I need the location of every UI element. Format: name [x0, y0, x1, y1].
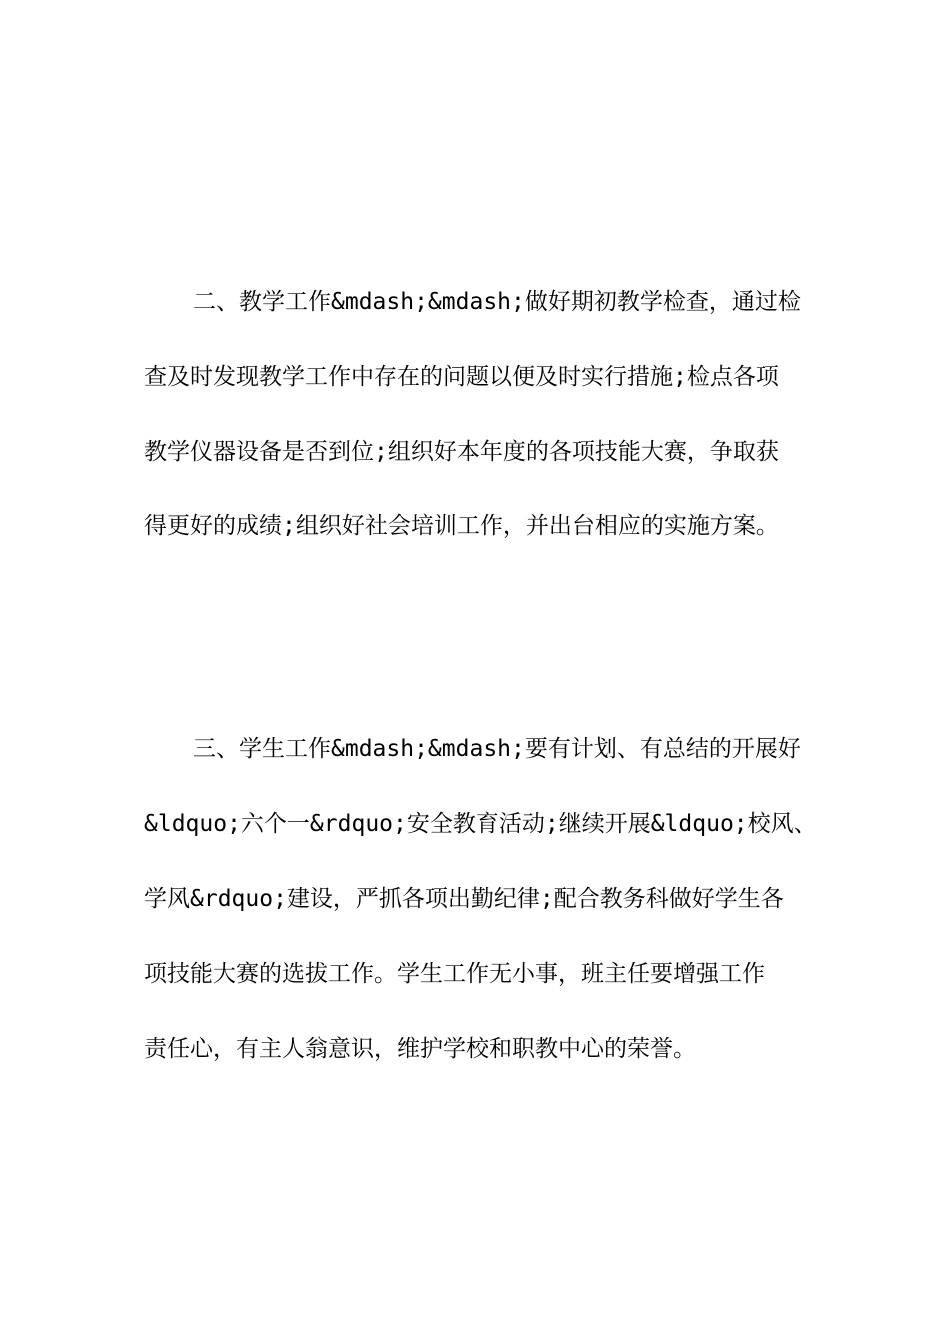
paragraph-line: 得更好的成绩;组织好社会培训工作，并出台相应的实施方案。: [144, 513, 779, 539]
paragraph-line: 学风&rdquo;建设，严抓各项出勤纪律;配合教务科做好学生各: [144, 886, 784, 912]
paragraph-line: 项技能大赛的选拔工作。学生工作无小事，班主任要增强工作: [144, 961, 765, 987]
paragraph-line: 教学仪器设备是否到位;组织好本年度的各项技能大赛，争取获: [144, 439, 779, 465]
paragraph-line: 责任心，有主人翁意识，维护学校和职教中心的荣誉。: [144, 1036, 696, 1062]
paragraph-line: &ldquo;六个一&rdquo;安全教育活动;继续开展&ldquo;校风、: [144, 811, 817, 837]
paragraph-line: 二、教学工作&mdash;&mdash;做好期初教学检查，通过检: [193, 289, 801, 315]
paragraph-line: 三、学生工作&mdash;&mdash;要有计划、有总结的开展好: [193, 736, 801, 762]
paragraph-line: 查及时发现教学工作中存在的问题以便及时实行措施;检点各项: [144, 364, 779, 390]
